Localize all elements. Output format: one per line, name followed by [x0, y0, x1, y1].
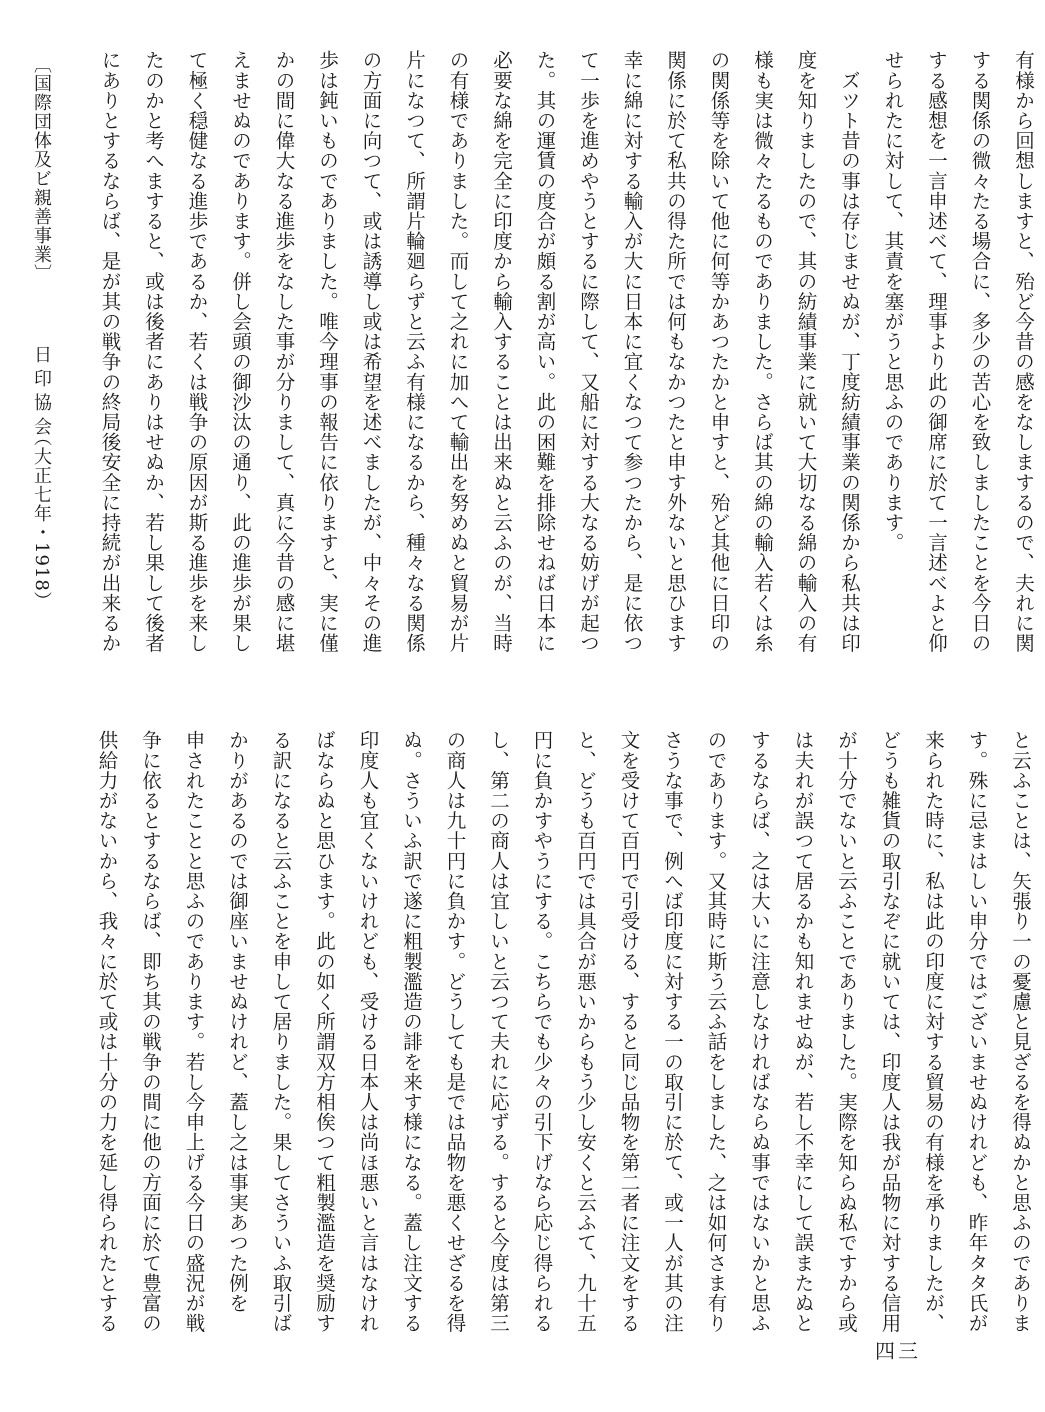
text-line: の方面に向つて、或は誘導し或は希望を述べましたが、中々その進: [359, 50, 383, 653]
text-line: えませぬのであります。併し会頭の御沙汰の通り、此の進歩が果し: [229, 50, 252, 653]
text-line: どうも雑貨の取引なぞに就いては、印度人は我が品物に対する信用: [878, 730, 902, 1333]
text-line: 必要な綿を完全に印度から輸入することは出来ぬと云ふのが、当時: [490, 50, 513, 653]
text-line: 来られた時に、私は此の印度に対する貿易の有様を承りましたが、: [922, 730, 945, 1333]
text-line: 有様から回想しますと、殆ど今昔の感をなしまするので、夫れに関: [1012, 50, 1035, 653]
text-line: 印度人も宜くないけれども、受ける日本人は尚ほ悪いと言はなけれ: [356, 730, 380, 1333]
text-line: かの間に偉大なる進歩をなした事が分りまして、真に今昔の感に堪: [272, 50, 296, 653]
footer-organization: 日印協会: [31, 345, 52, 441]
text-line: かりがあるのでは御座いませぬけれど、蓋し之は事実あつた例を: [226, 730, 249, 1313]
text-line: 幸に綿に対する輸入が大に日本に宜くなつて参つたから、是に依つ: [620, 50, 644, 653]
text-line: ぬ。さういふ訳で遂に粗製濫造の誹を来す様になる。蓋し注文する: [400, 730, 423, 1333]
text-line: ズツト昔の事は存じませぬが、丁度紡績事業の関係から私共は印: [838, 50, 861, 653]
text-line: 文を受けて百円で引受ける、すると同じ品物を第二者に注文をする: [617, 730, 641, 1333]
text-line: の関係等を除いて他に何等かあつたかと申すと、殆ど其他に日印の: [707, 50, 731, 653]
text-line: する感想を一言申述べて、理事より此の御席に於て一言述べよと仰: [925, 50, 948, 653]
text-line: ばならぬと思ひます。此の如く所謂双方相俟つて粗製濫造を奨励す: [313, 730, 336, 1333]
text-line: す。殊に忌まはしい申分ではございませぬけれども、昨年タタ氏が: [965, 730, 989, 1333]
top-text-block: [88, 50, 1045, 665]
text-line: 争に依るとするならば、即ち其の戦争の間に他の方面に於て豊富の: [139, 730, 162, 1333]
text-line: の有様でありました。而して之れに加へて輸出を努めぬと貿易が片: [446, 50, 470, 653]
text-line: と云ふことは、矢張り一の憂慮と見ざるを得ぬかと思ふのでありま: [1009, 730, 1032, 1333]
text-line: て極く穏健なる進歩であるか、若くは戦争の原因が斯る進歩を来し: [185, 50, 209, 653]
text-line: 度を知りましたので、其の紡績事業に就いて大切なる綿の輸入の有: [794, 50, 818, 653]
footer-year: （大正七年・1918）: [31, 428, 52, 611]
text-line: せられたに対して、其責を塞がうと思ふのであります。: [881, 50, 905, 553]
text-line: 供給力がないから、我々に於て或は十分の力を延し得られたとする: [95, 730, 119, 1333]
text-line: は夫れが誤つて居るかも知れませぬが、若し不幸にして誤またぬと: [791, 730, 815, 1333]
text-line: さうな事で、例へば印度に対する一の取引に於て、或一人が其の注: [661, 730, 684, 1333]
footer-series-title: 〔国際団体及ビ親善事業〕: [31, 55, 52, 283]
text-line: が十分でないと云ふことでありました。実際を知らぬ私ですから或: [835, 730, 858, 1333]
text-line: 円に負かすやうにする。こちらでも少々の引下げなら応じ得られる: [530, 730, 554, 1333]
text-line: のであります。又其時に斯う云ふ話をしました、之は如何さま有り: [704, 730, 728, 1333]
text-line: するならば、之は大いに注意しなければならぬ事ではないかと思ふ: [748, 730, 771, 1333]
text-line: と、どうも百円では具合が悪いからもう少し安くと云ふて、九十五: [574, 730, 597, 1333]
text-line: たのかと考へますると、或は後者にありはせぬか、若し果して後者: [142, 50, 165, 653]
text-line: 片になつて、所謂片輪廻らずと云ふ有様になるから、種々なる関係: [403, 50, 426, 653]
text-line: する関係の微々たる場合に、多少の苦心を致しましたことを今日の: [968, 50, 992, 653]
text-line: て一歩を進めやうとするに際して、又船に対する大なる妨げが起つ: [577, 50, 600, 653]
text-line: 歩は鈍いものでありました。唯今理事の報告に依りますと、実に僅: [316, 50, 339, 653]
text-line: 様も実は微々たるものでありました。さらば其の綿の輸入若くは糸: [751, 50, 774, 653]
page-number: 四三: [875, 1339, 921, 1363]
text-line: る訳になると云ふことを申して居りました。果してさういふ取引ば: [269, 730, 293, 1333]
bottom-text-block: [85, 730, 1042, 1390]
text-line: にありとするならば、是が其の戦争の終局後安全に持続が出来るか: [98, 50, 122, 653]
text-line: し、第二の商人は宜しいと云つて夫れに応ずる。すると今度は第三: [487, 730, 510, 1333]
text-line: た。其の運賃の度合が頗る割が高い。此の困難を排除せねば日本に: [533, 50, 557, 653]
text-line: の商人は九十円に負かす。どうしても是では品物を悪くせざるを得: [443, 730, 467, 1333]
text-line: 申されたことと思ふのであります。若し今申上げる今日の盛況が戦: [182, 730, 206, 1333]
text-line: 関係に於て私共の得た所では何もなかつたと申す外ないと思ひます: [664, 50, 687, 653]
